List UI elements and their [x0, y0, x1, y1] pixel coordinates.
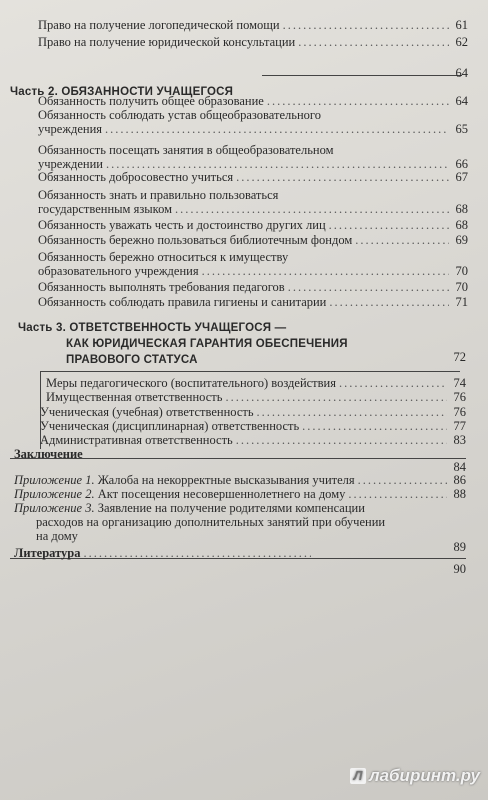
toc-entry: Меры педагогического (воспитательного) воздействия ..... 74: [46, 376, 466, 390]
toc-entry: [38, 35, 468, 49]
part3-title-line2: КАК ЮРИДИЧЕСКАЯ ГАРАНТИЯ ОБЕСПЕЧЕНИЯ: [66, 338, 348, 350]
toc-entry: Обязанность уважать честь и достоинство других лиц ..... 68: [38, 218, 468, 232]
appendix-page: 89: [453, 540, 466, 554]
toc-entry-page: 61: [455, 18, 468, 32]
watermark-text: лабиринт.ру: [369, 766, 480, 785]
toc-entry-title: Право на получение юридической консультации: [38, 35, 296, 49]
literature-title: Литература: [14, 546, 81, 560]
toc-entry: учреждении ..... 66: [38, 157, 468, 171]
conclusion-title: Заключение: [14, 447, 83, 461]
toc-entry: Обязанность добросовестно учиться ..... 67: [38, 170, 468, 184]
appendix-entry-line: расходов на организацию дополнительных занятий при обучении: [36, 515, 386, 529]
toc-entry: Административная ответственность ..... 83: [40, 433, 466, 447]
watermark-logo: [350, 766, 480, 786]
labirint-logo-icon: Л: [350, 768, 366, 784]
part2-page: 64: [455, 66, 468, 80]
toc-entry: образовательного учреждения ..... 70: [38, 264, 468, 278]
literature-page: 90: [453, 562, 466, 576]
toc-entry: Обязанность бережно пользоваться библиотечным фондом ..... 69: [38, 233, 468, 247]
toc-entry: учреждения ..... 65: [38, 122, 468, 136]
toc-entry-line: Обязанность соблюдать устав общеобразовательного: [38, 108, 321, 122]
part3-title-line1: Часть 3. ОТВЕТСТВЕННОСТЬ УЧАЩЕГОСЯ —: [18, 322, 287, 334]
part3-title-line3: ПРАВОВОГО СТАТУСА: [66, 354, 198, 366]
conclusion-page: 84: [453, 460, 466, 474]
toc-entry: Ученическая (учебная) ответственность ..... 76: [40, 405, 466, 419]
appendix-entry-line: на дому: [36, 529, 78, 543]
toc-entry: Обязанность выполнять требования педагогов ..... 70: [38, 280, 468, 294]
toc-entry: Обязанность получить общее образование ..... 64: [38, 94, 468, 108]
part2-title: Часть 2. ОБЯЗАННОСТИ УЧАЩЕГОСЯ: [10, 86, 234, 98]
toc-entry: Ученическая (дисциплинарная) ответственность ..... 77: [40, 419, 466, 433]
toc-entry: Имущественная ответственность ..... 76: [46, 390, 466, 404]
toc-entry-line: Обязанность бережно относиться к имуществу: [38, 250, 289, 264]
toc-entry: государственным языком ..... 68: [38, 202, 468, 216]
toc-entry-page: 62: [455, 35, 468, 49]
literature-entry: [14, 546, 314, 560]
toc-entry: Обязанность соблюдать правила гигиены и санитарии ..... 71: [38, 295, 468, 309]
appendix-entry-line: Приложение 3. Заявление на получение родителями компенсации: [14, 501, 365, 515]
toc-entry-title: Право на получение логопедической помощи: [38, 18, 280, 32]
toc-entry-line: Обязанность посещать занятия в общеобразовательном: [38, 143, 334, 157]
toc-entry-line: Обязанность знать и правильно пользоваться: [38, 188, 279, 202]
appendix-entry: Приложение 2. Акт посещения несовершеннолетнего на дому ..... 88: [14, 487, 466, 501]
part3-page: 72: [453, 350, 466, 364]
toc-entry: [38, 18, 468, 32]
appendix-entry: Приложение 1. Жалоба на некорректные высказывания учителя ..... 86: [14, 473, 466, 487]
